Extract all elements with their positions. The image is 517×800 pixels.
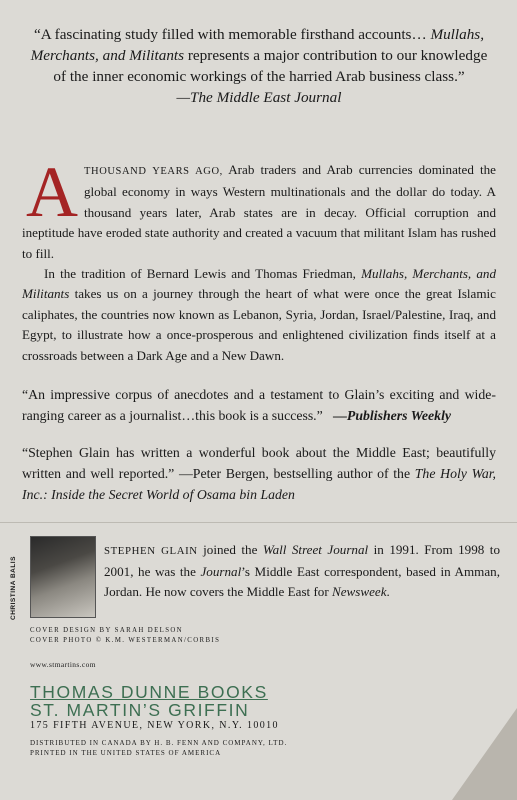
section-divider	[0, 522, 517, 523]
bio-end: .	[386, 584, 390, 599]
distribution-line: DISTRIBUTED IN CANADA BY H. B. FENN AND COMPANY, LTD.	[30, 739, 288, 747]
bio-text: in 1991. From 1998 to 2001, he was the	[104, 542, 500, 579]
cover-corner-shadow	[452, 708, 517, 800]
book-description	[22, 152, 496, 366]
review-text: “Stephen Glain has written a wonderful book about the Middle East; beautifully written and well reported.”	[22, 445, 496, 481]
author-name: STEPHEN GLAIN	[104, 545, 198, 557]
publisher-imprint: THOMAS DUNNE BOOKS	[30, 682, 268, 702]
quote-book-title: Mullahs, Merchants, and Militants	[30, 26, 485, 64]
author-photo	[30, 536, 96, 618]
review-source: —Publishers Weekly	[333, 408, 452, 423]
website: www.stmartins.com	[30, 660, 96, 669]
quote-line-2: represents a major contribution to our knowledge of the inner economic workings of the harried Arab business class.”	[53, 47, 488, 85]
review-source: —Peter Bergen, bestselling author of the	[178, 466, 415, 481]
photo-credit: CHRISTINA BALIS	[10, 556, 17, 620]
lead-in-smallcaps: THOUSAND YEARS AGO,	[84, 166, 223, 177]
quote-line-1: “A fascinating study filled with memorable firsthand accounts…	[33, 26, 427, 43]
bio-wsj: Wall Street Journal	[262, 542, 369, 557]
drop-cap: A	[26, 152, 78, 232]
review-peter-bergen	[22, 442, 496, 505]
description-p2-start: In the tradition of Bernard Lewis and Thomas Friedman,	[44, 266, 362, 282]
quote-source: —The Middle East Journal	[176, 89, 342, 106]
bio-text: ’s Middle East correspondent, based in Amman, Jordan. He now covers the Middle East for	[104, 563, 500, 599]
review-source-title: The Holy War, Inc.: Inside the Secret World of Osama bin Laden	[22, 466, 497, 502]
bio-text: joined the	[197, 542, 263, 557]
top-review-quote	[28, 24, 490, 108]
printed-in-line: PRINTED IN THE UNITED STATES OF AMERICA	[30, 749, 222, 757]
distribution-info	[30, 738, 287, 758]
review-publishers-weekly	[22, 384, 496, 426]
bio-newsweek: Newsweek	[332, 584, 387, 599]
bio-journal: Journal	[200, 563, 242, 579]
publisher-name: ST. MARTIN’S GRIFFIN	[30, 700, 250, 720]
cover-photo-credit: COVER PHOTO © K.M. WESTERMAN/CORBIS	[30, 637, 221, 644]
cover-design-credit: COVER DESIGN BY SARAH DELSON	[30, 627, 183, 634]
review-text: “An impressive corpus of anecdotes and a testament to Glain’s exciting and wide-ranging career as a journalist…this book is a success.”	[22, 387, 496, 423]
description-p2-title: Mullahs, Merchants, and Militants	[22, 266, 496, 302]
author-bio	[104, 540, 500, 603]
cover-credits	[30, 626, 330, 646]
publisher-address: 175 FIFTH AVENUE, NEW YORK, N.Y. 10010	[30, 720, 279, 731]
description-paragraph-1: Arab traders and Arab currencies dominated the global economy in ways Western multinationals and the dollar do today. A thousand years later, Arab states are in decay. Official corruption and ineptitude have eroded state authority and created a vacuum that militant Islam has rushed to fill.	[22, 162, 496, 261]
description-p2-rest: takes us on a journey through the heart of what were once the great Islamic caliphates, the countries now known as Lebanon, Syria, Jordan, Israel/Palestine, Iraq, and Egypt, to illustrate how a once-prosperous and enlightened civilization finds itself at a crossroads between a Dark Age and a New Dawn.	[22, 286, 496, 363]
